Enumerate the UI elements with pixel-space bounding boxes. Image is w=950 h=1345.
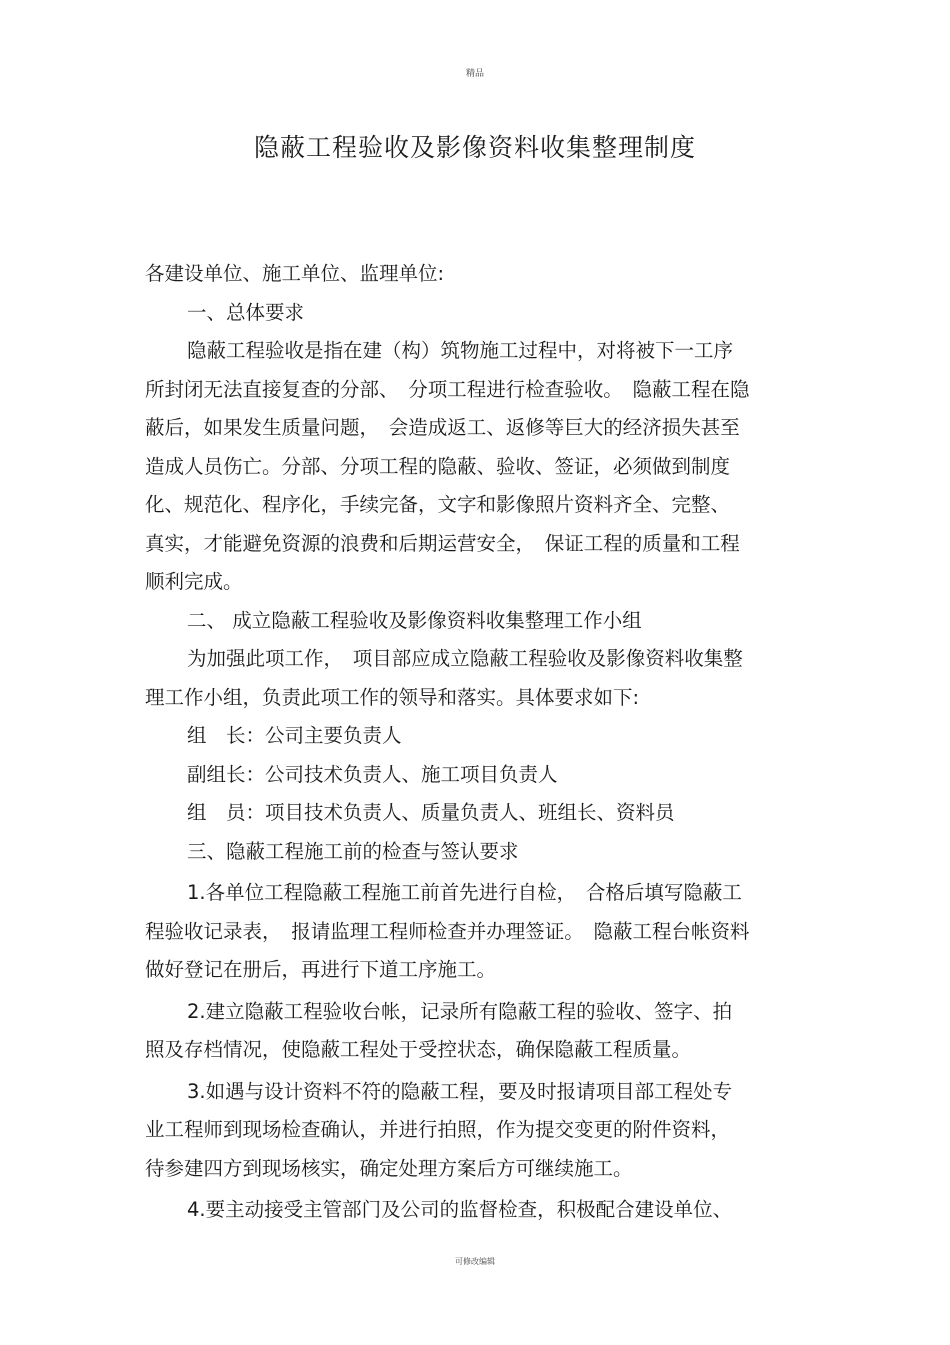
list-item-3: 3.如遇与设计资料不符的隐蔽工程，要及时报请项目部工程处专 (187, 1079, 733, 1103)
section-heading-3: 三、隐蔽工程施工前的检查与签认要求 (187, 839, 519, 863)
footer-note: 可修改编辑 (455, 1257, 495, 1266)
section-heading-2: 二、 成立隐蔽工程验收及影像资料收集整理工作小组 (187, 608, 642, 632)
header-note: 精品 (465, 69, 484, 79)
paragraph-line: 为加强此项工作， 项目部应成立隐蔽工程验收及影像资料收集整 (187, 647, 743, 670)
paragraph-line: 所封闭无法直接复查的分部、 分项工程进行检查验收。 隐蔽工程在隐 (145, 377, 750, 401)
list-item-2: 2.建立隐蔽工程验收台帐，记录所有隐蔽工程的验收、签字、拍 (187, 999, 733, 1023)
team-members-line: 组 员：项目技术负责人、质量负责人、班组长、资料员 (187, 801, 675, 824)
paragraph-line: 做好登记在册后，再进行下道工序施工。 (145, 958, 497, 981)
team-leader-line: 组 长：公司主要负责人 (187, 724, 402, 747)
paragraph-line: 业工程师到现场检查确认，并进行拍照，作为提交变更的附件资料， (145, 1118, 731, 1141)
paragraph-line: 蔽后，如果发生质量问题， 会造成返工、返修等巨大的经济损失甚至 (145, 416, 740, 439)
paragraph-line: 造成人员伤亡。分部、分项工程的隐蔽、验收、签证，必须做到制度 (145, 454, 731, 478)
paragraph-line: 化、规范化、程序化，手续完备，文字和影像照片资料齐全、完整、 (145, 493, 731, 516)
list-item-4: 4.要主动接受主管部门及公司的监督检查，积极配合建设单位、 (187, 1198, 733, 1221)
paragraph-line: 顺利完成。 (145, 570, 243, 593)
list-item-1: 1.各单位工程隐蔽工程施工前首先进行自检， 合格后填写隐蔽工 (187, 881, 742, 904)
paragraph-line: 隐蔽工程验收是指在建（构）筑物施工过程中，对将被下一工序 (187, 339, 734, 362)
team-deputy-line: 副组长：公司技术负责人、施工项目负责人 (187, 762, 558, 786)
section-heading-1: 一、总体要求 (187, 300, 305, 324)
paragraph-line: 照及存档情况，使隐蔽工程处于受控状态，确保隐蔽工程质量。 (145, 1038, 692, 1061)
salutation-line: 各建设单位、施工单位、监理单位: (145, 262, 445, 285)
paragraph-line: 程验收记录表， 报请监理工程师检查并办理签证。 隐蔽工程台帐资料 (145, 919, 750, 943)
document-body (145, 255, 805, 1230)
paragraph-line: 理工作小组，负责此项工作的领导和落实。具体要求如下: (145, 685, 640, 709)
document-title: 隐蔽工程验收及影像资料收集整理制度 (253, 133, 696, 162)
paragraph-line: 待参建四方到现场核实，确定处理方案后方可继续施工。 (145, 1156, 633, 1180)
paragraph-line: 真实，才能避免资源的浪费和后期运营安全， 保证工程的质量和工程 (145, 531, 740, 555)
